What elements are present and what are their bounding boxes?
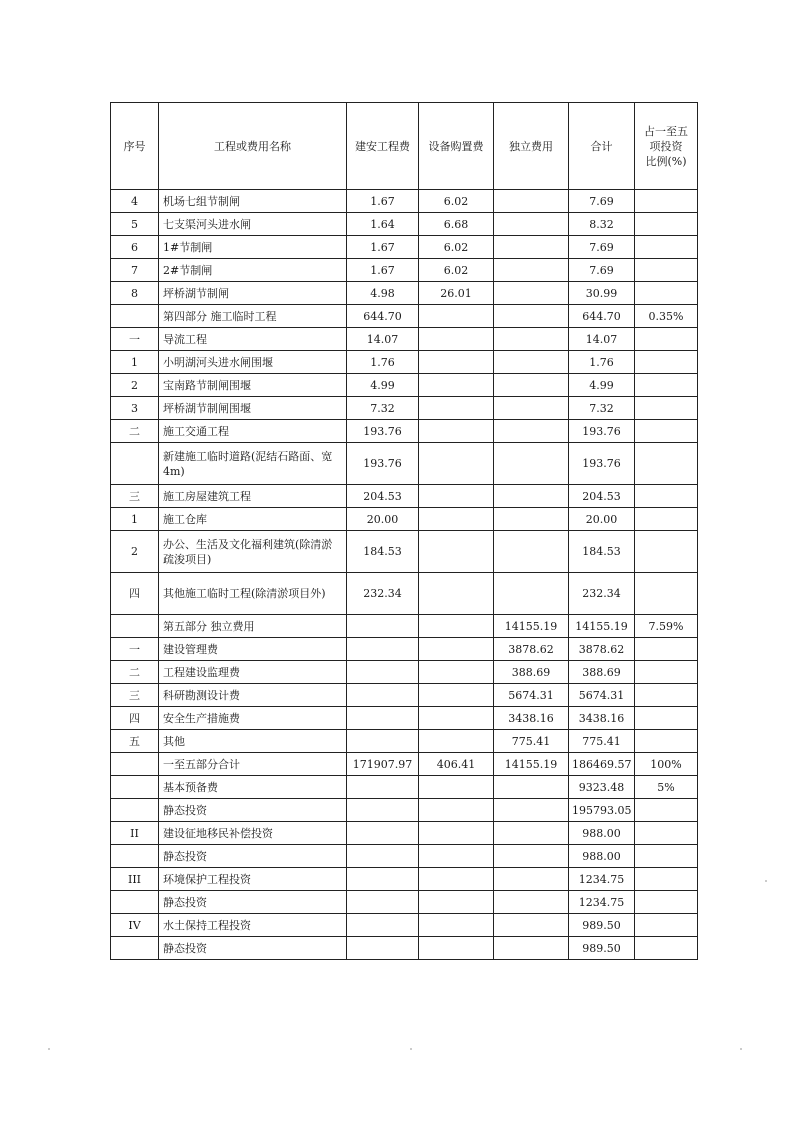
table-row	[111, 190, 698, 213]
row-no: 一	[111, 638, 159, 661]
table-row	[111, 420, 698, 443]
row-construction: 171907.97	[347, 753, 419, 776]
row-ratio	[635, 799, 698, 822]
row-independent: 388.69	[494, 661, 569, 684]
row-ratio	[635, 868, 698, 891]
row-no	[111, 799, 159, 822]
row-total: 988.00	[569, 845, 635, 868]
row-name: 安全生产措施费	[159, 707, 347, 730]
row-equipment	[419, 684, 494, 707]
row-equipment	[419, 776, 494, 799]
row-name: 新建施工临时道路(泥结石路面、宽4m)	[159, 443, 347, 485]
row-total: 8.32	[569, 213, 635, 236]
row-independent	[494, 190, 569, 213]
table-row	[111, 573, 698, 615]
row-name: 导流工程	[159, 328, 347, 351]
row-no	[111, 937, 159, 960]
row-equipment	[419, 845, 494, 868]
row-construction: 1.67	[347, 236, 419, 259]
row-ratio	[635, 638, 698, 661]
row-construction	[347, 707, 419, 730]
row-name: 施工交通工程	[159, 420, 347, 443]
row-ratio	[635, 485, 698, 508]
row-construction: 193.76	[347, 420, 419, 443]
row-total: 14155.19	[569, 615, 635, 638]
row-total: 5674.31	[569, 684, 635, 707]
row-construction	[347, 868, 419, 891]
row-independent	[494, 868, 569, 891]
table-row	[111, 397, 698, 420]
table-row	[111, 822, 698, 845]
row-total: 1.76	[569, 351, 635, 374]
row-independent	[494, 822, 569, 845]
row-independent	[494, 508, 569, 531]
row-construction	[347, 776, 419, 799]
row-construction	[347, 891, 419, 914]
row-equipment	[419, 531, 494, 573]
table-row	[111, 374, 698, 397]
row-name: 一至五部分合计	[159, 753, 347, 776]
row-name: 静态投资	[159, 937, 347, 960]
row-total: 1234.75	[569, 868, 635, 891]
row-no	[111, 891, 159, 914]
row-equipment	[419, 443, 494, 485]
row-total: 204.53	[569, 485, 635, 508]
row-construction	[347, 845, 419, 868]
row-no: 一	[111, 328, 159, 351]
row-independent: 14155.19	[494, 753, 569, 776]
row-equipment	[419, 615, 494, 638]
row-construction	[347, 638, 419, 661]
row-equipment	[419, 868, 494, 891]
row-no: 四	[111, 707, 159, 730]
row-no: IV	[111, 914, 159, 937]
row-total: 14.07	[569, 328, 635, 351]
row-no: 1	[111, 351, 159, 374]
scan-speck	[765, 880, 767, 882]
row-name: 基本预备费	[159, 776, 347, 799]
table-row	[111, 236, 698, 259]
row-ratio	[635, 845, 698, 868]
row-construction: 1.67	[347, 259, 419, 282]
cost-estimate-table	[110, 102, 698, 960]
row-construction: 20.00	[347, 508, 419, 531]
row-no	[111, 443, 159, 485]
row-no: 三	[111, 485, 159, 508]
row-equipment	[419, 420, 494, 443]
row-equipment	[419, 328, 494, 351]
row-no: 1	[111, 508, 159, 531]
row-ratio	[635, 531, 698, 573]
table-row	[111, 443, 698, 485]
row-total: 30.99	[569, 282, 635, 305]
row-no	[111, 305, 159, 328]
table-row	[111, 508, 698, 531]
row-ratio	[635, 374, 698, 397]
row-equipment: 6.68	[419, 213, 494, 236]
row-name: 坪桥湖节制闸围堰	[159, 397, 347, 420]
row-independent	[494, 420, 569, 443]
row-no: 2	[111, 531, 159, 573]
row-independent	[494, 213, 569, 236]
header-ratio-line3: 比例(%)	[645, 154, 687, 168]
row-no: 4	[111, 190, 159, 213]
row-construction	[347, 914, 419, 937]
row-total: 184.53	[569, 531, 635, 573]
row-ratio	[635, 573, 698, 615]
table-row	[111, 914, 698, 937]
table-row	[111, 531, 698, 573]
row-no: III	[111, 868, 159, 891]
row-ratio	[635, 282, 698, 305]
row-name: 小明湖河头进水闸围堰	[159, 351, 347, 374]
row-ratio	[635, 397, 698, 420]
row-total: 4.99	[569, 374, 635, 397]
row-name: 第四部分 施工临时工程	[159, 305, 347, 328]
row-independent	[494, 374, 569, 397]
row-name: 坪桥湖节制闸	[159, 282, 347, 305]
row-ratio: 0.35%	[635, 305, 698, 328]
table-row	[111, 259, 698, 282]
table-row	[111, 485, 698, 508]
row-construction: 4.98	[347, 282, 419, 305]
table-row	[111, 730, 698, 753]
row-name: 建设征地移民补偿投资	[159, 822, 347, 845]
row-equipment: 406.41	[419, 753, 494, 776]
row-total: 644.70	[569, 305, 635, 328]
row-construction	[347, 615, 419, 638]
row-equipment	[419, 638, 494, 661]
header-equipment: 设备购置费	[419, 103, 494, 190]
row-ratio	[635, 328, 698, 351]
row-name: 环境保护工程投资	[159, 868, 347, 891]
row-total: 9323.48	[569, 776, 635, 799]
row-construction: 184.53	[347, 531, 419, 573]
row-construction: 7.32	[347, 397, 419, 420]
row-independent	[494, 845, 569, 868]
row-independent: 3878.62	[494, 638, 569, 661]
row-no: 8	[111, 282, 159, 305]
row-construction	[347, 937, 419, 960]
row-name: 静态投资	[159, 891, 347, 914]
row-ratio	[635, 937, 698, 960]
row-name: 其他	[159, 730, 347, 753]
row-no: 四	[111, 573, 159, 615]
row-independent	[494, 937, 569, 960]
row-name: 办公、生活及文化福利建筑(除清淤疏浚项目)	[159, 531, 347, 573]
table-row	[111, 891, 698, 914]
table-row	[111, 776, 698, 799]
header-ratio-line2: 项投资	[649, 139, 683, 153]
row-construction: 193.76	[347, 443, 419, 485]
row-name: 施工仓库	[159, 508, 347, 531]
row-construction: 14.07	[347, 328, 419, 351]
row-name: 水土保持工程投资	[159, 914, 347, 937]
row-equipment	[419, 707, 494, 730]
row-total: 7.69	[569, 259, 635, 282]
row-equipment	[419, 937, 494, 960]
row-total: 7.32	[569, 397, 635, 420]
row-total: 7.69	[569, 236, 635, 259]
table-row	[111, 753, 698, 776]
row-equipment: 6.02	[419, 236, 494, 259]
row-ratio	[635, 351, 698, 374]
row-ratio	[635, 236, 698, 259]
row-no: 6	[111, 236, 159, 259]
row-name: 工程建设监理费	[159, 661, 347, 684]
row-total: 195793.05	[569, 799, 635, 822]
row-total: 193.76	[569, 420, 635, 443]
row-equipment	[419, 351, 494, 374]
header-construction: 建安工程费	[347, 103, 419, 190]
table-row	[111, 868, 698, 891]
table-header-row	[111, 103, 698, 190]
row-independent	[494, 328, 569, 351]
row-ratio	[635, 661, 698, 684]
row-independent	[494, 891, 569, 914]
row-construction	[347, 822, 419, 845]
row-ratio	[635, 508, 698, 531]
row-construction: 4.99	[347, 374, 419, 397]
table-row	[111, 684, 698, 707]
row-independent	[494, 531, 569, 573]
row-independent: 5674.31	[494, 684, 569, 707]
row-equipment	[419, 799, 494, 822]
row-ratio: 7.59%	[635, 615, 698, 638]
table-row	[111, 213, 698, 236]
row-equipment	[419, 508, 494, 531]
table-row	[111, 615, 698, 638]
row-construction: 1.64	[347, 213, 419, 236]
row-independent	[494, 351, 569, 374]
row-ratio	[635, 891, 698, 914]
row-independent	[494, 282, 569, 305]
row-name: 1#节制闸	[159, 236, 347, 259]
row-equipment	[419, 730, 494, 753]
row-independent	[494, 259, 569, 282]
row-total: 1234.75	[569, 891, 635, 914]
table-row	[111, 638, 698, 661]
row-ratio	[635, 259, 698, 282]
row-construction: 1.76	[347, 351, 419, 374]
row-ratio	[635, 684, 698, 707]
row-no: 五	[111, 730, 159, 753]
row-name: 施工房屋建筑工程	[159, 485, 347, 508]
table-row	[111, 937, 698, 960]
row-no: 2	[111, 374, 159, 397]
row-independent	[494, 485, 569, 508]
row-ratio	[635, 707, 698, 730]
row-ratio	[635, 822, 698, 845]
row-total: 3878.62	[569, 638, 635, 661]
table-row	[111, 707, 698, 730]
row-ratio	[635, 914, 698, 937]
header-no: 序号	[111, 103, 159, 190]
row-independent: 3438.16	[494, 707, 569, 730]
row-no: 5	[111, 213, 159, 236]
row-independent	[494, 443, 569, 485]
row-ratio	[635, 190, 698, 213]
row-equipment: 6.02	[419, 259, 494, 282]
row-no: 三	[111, 684, 159, 707]
row-independent	[494, 397, 569, 420]
row-no: II	[111, 822, 159, 845]
row-name: 静态投资	[159, 799, 347, 822]
row-equipment	[419, 914, 494, 937]
row-no	[111, 753, 159, 776]
row-total: 988.00	[569, 822, 635, 845]
table-body	[111, 190, 698, 960]
row-equipment	[419, 822, 494, 845]
row-no	[111, 776, 159, 799]
row-construction	[347, 684, 419, 707]
row-ratio	[635, 443, 698, 485]
scan-speck	[740, 1048, 742, 1050]
row-no: 7	[111, 259, 159, 282]
row-independent: 14155.19	[494, 615, 569, 638]
row-equipment	[419, 374, 494, 397]
row-no	[111, 845, 159, 868]
row-equipment	[419, 305, 494, 328]
row-name: 建设管理费	[159, 638, 347, 661]
row-ratio: 100%	[635, 753, 698, 776]
header-name: 工程或费用名称	[159, 103, 347, 190]
row-construction	[347, 661, 419, 684]
row-total: 388.69	[569, 661, 635, 684]
table-row	[111, 282, 698, 305]
row-total: 989.50	[569, 937, 635, 960]
row-total: 20.00	[569, 508, 635, 531]
row-construction: 1.67	[347, 190, 419, 213]
row-ratio: 5%	[635, 776, 698, 799]
row-total: 989.50	[569, 914, 635, 937]
row-no: 二	[111, 420, 159, 443]
row-total: 3438.16	[569, 707, 635, 730]
row-equipment	[419, 661, 494, 684]
row-ratio	[635, 420, 698, 443]
row-equipment	[419, 485, 494, 508]
table-row	[111, 799, 698, 822]
row-no: 二	[111, 661, 159, 684]
table-row	[111, 305, 698, 328]
table-row	[111, 351, 698, 374]
scan-speck	[410, 1048, 412, 1050]
row-construction: 644.70	[347, 305, 419, 328]
row-name: 2#节制闸	[159, 259, 347, 282]
table-row	[111, 328, 698, 351]
row-construction	[347, 730, 419, 753]
row-equipment: 26.01	[419, 282, 494, 305]
table-row	[111, 661, 698, 684]
scan-speck	[48, 1048, 50, 1050]
header-total: 合计	[569, 103, 635, 190]
row-name: 科研勘测设计费	[159, 684, 347, 707]
row-name: 机场七组节制闸	[159, 190, 347, 213]
row-construction: 204.53	[347, 485, 419, 508]
row-name: 其他施工临时工程(除清淤项目外)	[159, 573, 347, 615]
row-independent	[494, 236, 569, 259]
row-equipment: 6.02	[419, 190, 494, 213]
header-ratio	[635, 103, 698, 190]
row-name: 静态投资	[159, 845, 347, 868]
row-independent: 775.41	[494, 730, 569, 753]
row-construction: 232.34	[347, 573, 419, 615]
row-total: 775.41	[569, 730, 635, 753]
row-equipment	[419, 891, 494, 914]
row-total: 7.69	[569, 190, 635, 213]
table-row	[111, 845, 698, 868]
row-independent	[494, 305, 569, 328]
row-independent	[494, 799, 569, 822]
row-equipment	[419, 573, 494, 615]
row-name: 七支渠河头进水闸	[159, 213, 347, 236]
row-no	[111, 615, 159, 638]
row-total: 186469.57	[569, 753, 635, 776]
header-ratio-line1: 占一至五	[644, 124, 688, 138]
row-independent	[494, 914, 569, 937]
row-independent	[494, 573, 569, 615]
row-name: 宝南路节制闸围堰	[159, 374, 347, 397]
row-total: 193.76	[569, 443, 635, 485]
row-no: 3	[111, 397, 159, 420]
header-independent: 独立费用	[494, 103, 569, 190]
row-construction	[347, 799, 419, 822]
row-independent	[494, 776, 569, 799]
row-name: 第五部分 独立费用	[159, 615, 347, 638]
row-equipment	[419, 397, 494, 420]
row-ratio	[635, 730, 698, 753]
row-ratio	[635, 213, 698, 236]
row-total: 232.34	[569, 573, 635, 615]
